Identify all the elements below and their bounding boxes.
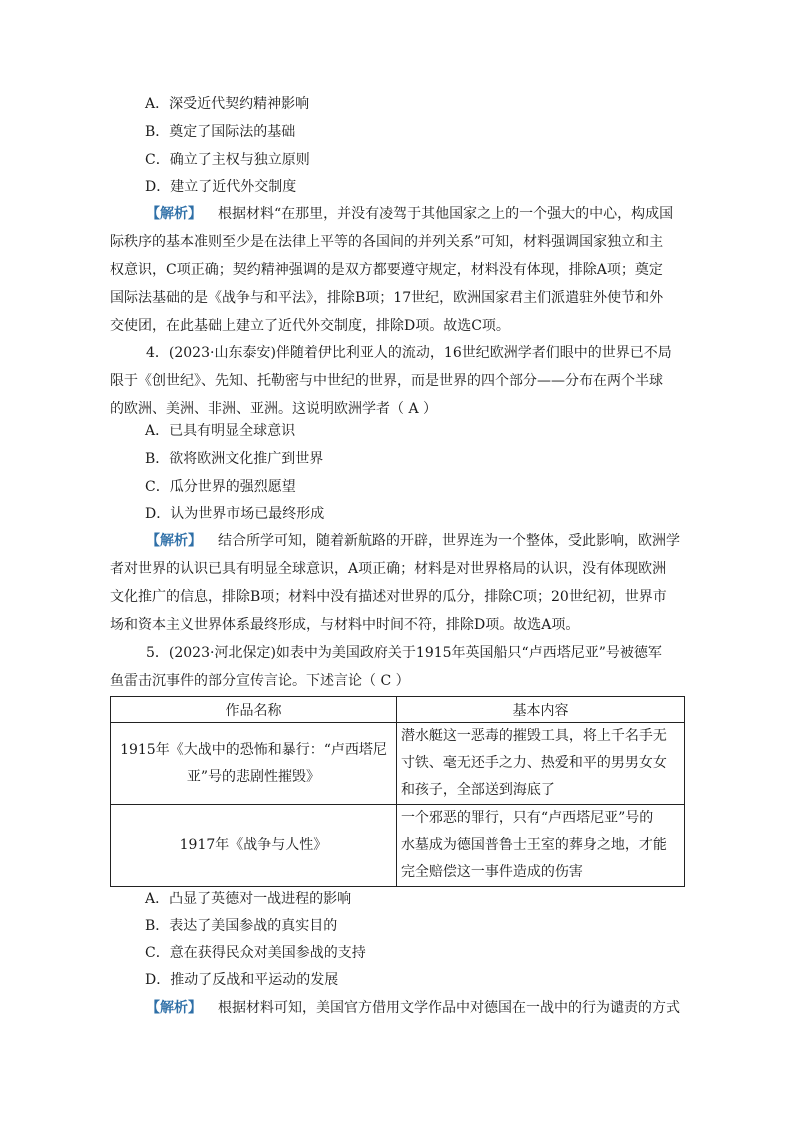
q4-option-c: C．瓜分世界的强烈愿望: [145, 479, 296, 495]
table-cell-name: [111, 723, 397, 805]
q3-analysis-line: 国际法基础的是《战争与和平法》，排除B项；17世纪，欧洲国家君主们派遣驻外使节和外: [110, 290, 664, 306]
q4-stem-line: 4．(2023·山东泰安)伴随着伊比利亚人的流动，16世纪欧洲学者们眼中的世界已不局: [146, 345, 672, 361]
cell-line: 寸铁、毫无还手之力、热爱和平的男男女女: [400, 755, 667, 771]
q4-option-d: D．认为世界市场已最终形成: [145, 506, 325, 522]
q3-option-d: D．建立了近代外交制度: [145, 179, 297, 195]
q4-analysis-line: 结合所学可知，随着新航路的开辟，世界连为一个整体，受此影响，欧洲学: [218, 533, 680, 549]
cell-line: 水墓成为德国普鲁士王室的葬身之地，才能: [400, 837, 667, 853]
q5-stem: [110, 639, 686, 695]
propaganda-table: [110, 696, 685, 887]
q4-analysis-line: 者对世界的认识已具有明显全球意识，A项正确；材料是对世界格局的认识，没有体现欧洲: [110, 561, 667, 577]
q3-analysis-line: 交使团，在此基础上建立了近代外交制度，排除D项。故选C项。: [110, 318, 510, 334]
q3-option-a: A．深受近代契约精神影响: [145, 96, 310, 112]
q3-analysis: [110, 200, 686, 340]
q4-stem-line: 的欧洲、美洲、非洲、亚洲。这说明欧洲学者（ A ）: [110, 401, 438, 417]
q5-analysis: [110, 994, 686, 1022]
q4-analysis-line: 场和资本主义世界体系最终形成，与材料中时间不符，排除D项。故选A项。: [110, 617, 580, 633]
table-header-name: 作品名称: [111, 697, 397, 723]
q5-option-a: A．凸显了英德对一战进程的影响: [145, 891, 352, 907]
table-row: [111, 805, 685, 887]
cell-line: 亚”号的悲剧性摧毁》: [186, 768, 321, 785]
q3-option-b: B．奠定了国际法的基础: [145, 124, 296, 140]
table-cell-content: [396, 723, 684, 805]
q4-analysis: [110, 527, 686, 639]
q4-stem-line: 限于《创世纪》、先知、托勒密与中世纪的世界，而是世界的四个部分——分布在两个半球: [110, 373, 663, 389]
q3-analysis-line: 权意识，C项正确；契约精神强调的是双方都要遵守规定，材料没有体现，排除A项；奠定: [110, 262, 663, 278]
table-cell-name: [111, 805, 397, 887]
q5-option-c: C．意在获得民众对美国参战的支持: [145, 945, 366, 961]
cell-line: 完全赔偿这一事件造成的伤害: [400, 864, 583, 880]
cell-line: 和孩子，全部送到海底了: [400, 782, 555, 798]
q5-option-b: B．表达了美国参战的真实目的: [145, 918, 338, 934]
q5-stem-line: 鱼雷击沉事件的部分宣传言论。下述言论（ C ）: [110, 673, 410, 689]
cell-line: 一个邪恶的罪行，只有“卢西塔尼亚”号的: [400, 810, 654, 826]
q4-analysis-line: 文化推广的信息，排除B项；材料中没有描述对世界的瓜分，排除C项；20世纪初，世界市: [110, 589, 667, 605]
cell-line: 1915年《大战中的恐怖和暴行：“卢西塔尼: [120, 741, 387, 758]
q5-stem-line: 5．(2023·河北保定)如表中为美国政府关于1915年英国船只“卢西塔尼亚”号被德军: [146, 645, 662, 661]
cell-line: 1917年《战争与人性》: [179, 837, 328, 853]
q3-analysis-line: 际秩序的基本准则至少是在法律上平等的各国间的并列关系”可知，材料强调国家独立和主: [110, 234, 664, 250]
q4-stem: [110, 339, 686, 423]
table-header-row: [111, 697, 685, 723]
q3-option-c: C．确立了主权与独立原则: [145, 152, 310, 168]
q3-analysis-line: 根据材料“在那里，并没有凌驾于其他国家之上的一个强大的中心，构成国: [218, 206, 674, 222]
q5-option-d: D．推动了反战和平运动的发展: [145, 972, 339, 988]
cell-line: 潜水艇这一恶毒的摧毁工具，将上千名手无: [400, 728, 667, 744]
q5-analysis-line: 根据材料可知，美国官方借用文学作品中对德国在一战中的行为谴责的方式: [218, 1000, 680, 1016]
table-header-content: 基本内容: [396, 697, 684, 723]
q4-option-b: B．欲将欧洲文化推广到世界: [145, 451, 324, 467]
analysis-label: 【解析】: [146, 206, 202, 222]
q4-option-a: A．已具有明显全球意识: [145, 423, 296, 439]
analysis-label: 【解析】: [146, 533, 202, 549]
table-cell-content: [396, 805, 684, 887]
table-row: [111, 723, 685, 805]
analysis-label: 【解析】: [146, 1000, 202, 1016]
